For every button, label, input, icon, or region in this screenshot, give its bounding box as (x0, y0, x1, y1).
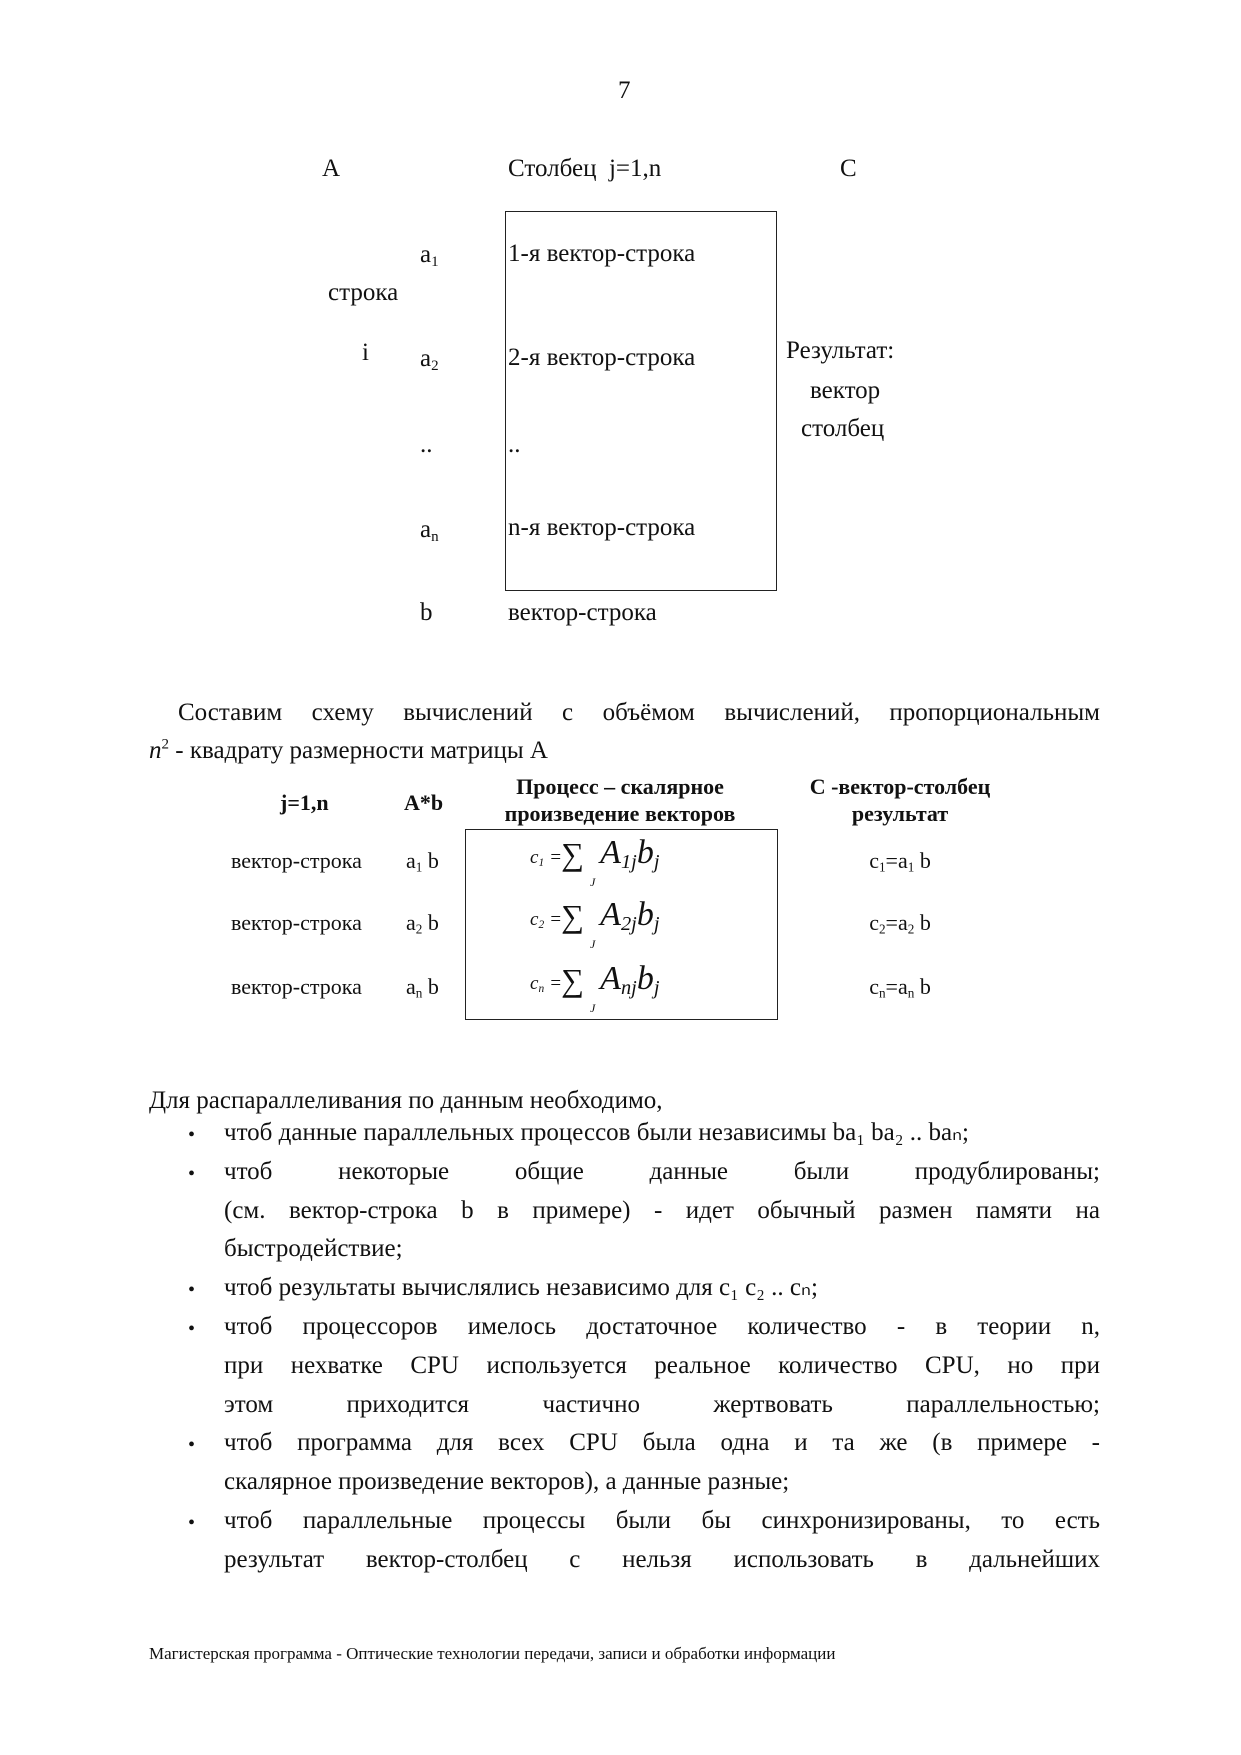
result-line: Результат: (786, 337, 895, 364)
row-result: $c_2=a_2$ b (869, 910, 931, 937)
row-label: вектор-строка (231, 848, 362, 873)
bullet-icon: • (188, 1434, 196, 1457)
header-result: С -вектор-столбец (809, 774, 991, 799)
sum-symbol: ∑ (561, 836, 584, 872)
matrix-c-label: C (840, 155, 857, 182)
header-ab: A*b (404, 790, 444, 815)
row-result: $c_1=a_1$ b (869, 848, 931, 875)
list-item-line: быстродействие; (224, 1235, 403, 1263)
row-text: n-я вектор-строка (508, 514, 696, 541)
footer: Магистерская программа - Оптические технологии передачи, записи и обработки информации (149, 1644, 836, 1663)
list-item-line: чтоб процессоров имелось достаточное количество - в теории n, (224, 1313, 1100, 1340)
list-item-line: этом приходится частично жертвовать параллельностью; (224, 1390, 1100, 1418)
page-number: 7 (618, 77, 631, 104)
list-item-line: (см. вектор-строка b в примере) - идет обычный размен памяти на (224, 1196, 1100, 1224)
row-product: $a_1$ b (406, 848, 439, 875)
bullet-icon: • (188, 1279, 196, 1302)
list-item-line: скалярное произведение векторов), а данные разные; (224, 1468, 790, 1496)
row-name: $a_1$ (420, 241, 439, 270)
row-label: вектор-строка (231, 910, 362, 935)
list-item-line: чтоб параллельные процессы были бы синхронизированы, то есть (224, 1507, 1100, 1534)
header-j: j=1,n (280, 790, 329, 815)
sum-symbol: ∑ (561, 962, 584, 998)
b-text: вектор-строка (508, 599, 657, 626)
row-product: $a_2$ b (406, 910, 439, 937)
row-name: $a_n$ (420, 516, 439, 545)
bullet-icon: • (188, 1124, 196, 1146)
row-index: i (362, 339, 369, 366)
list-item-line: чтоб некоторые общие данные были продублированы; (224, 1157, 1100, 1185)
row-name: $a_2$ (420, 345, 439, 374)
row-product: $a_n$ b (406, 974, 439, 1001)
list-item-line: результат вектор-столбец c нельзя использовать в дальнейших (224, 1545, 1100, 1573)
row-text: 2-я вектор-строка (508, 344, 696, 371)
result-line: столбец (801, 415, 885, 442)
bullet-icon: • (188, 1318, 196, 1340)
list-lead: Для распараллеливания по данным необходимо, (149, 1087, 663, 1114)
formula: $c_1$ =∑ J $A_{1j}b_j$ (530, 834, 660, 889)
row-text: .. (508, 431, 521, 458)
list-item-line: чтоб данные параллельных процессов были независимы ba₁ ba₂ .. baₙ; (224, 1119, 969, 1146)
row-label: вектор-строка (231, 974, 362, 999)
bullet-icon: • (188, 1162, 196, 1185)
intro-line-1: Составим схему вычислений с объёмом вычислений, пропорциональным (178, 699, 1100, 726)
formula: $c_n$ =∑ J $A_{nj}b_j$ (530, 960, 660, 1015)
matrix-a-label: A (322, 155, 341, 182)
row-label: строка (328, 279, 399, 306)
list-item-line: при нехватке CPU используется реальное количество CPU, но при (224, 1351, 1100, 1379)
header-process: произведение векторов (504, 801, 736, 826)
list-item-line: чтоб программа для всех CPU была одна и та же (в примере - (224, 1429, 1100, 1457)
sum-symbol: ∑ (561, 898, 584, 934)
column-label: Столбец j=1,n (508, 155, 662, 182)
header-process: Процесс – скалярное (516, 774, 724, 799)
row-text: 1-я вектор-строка (508, 240, 696, 267)
intro-line-2: $n^2$ - квадрату размерности матрицы А (149, 736, 548, 764)
formula: $c_2$ =∑ J $A_{2j}b_j$ (530, 896, 660, 951)
result-line: вектор (810, 377, 881, 404)
bullet-icon: • (188, 1512, 196, 1534)
list-item-line: чтоб результаты вычислялись независимо для c₁ c₂ .. cₙ; (224, 1274, 818, 1302)
row-name: .. (420, 431, 433, 458)
b-label: b (420, 599, 433, 626)
row-result: $c_n=a_n$ b (869, 974, 931, 1001)
header-result: результат (851, 801, 949, 826)
